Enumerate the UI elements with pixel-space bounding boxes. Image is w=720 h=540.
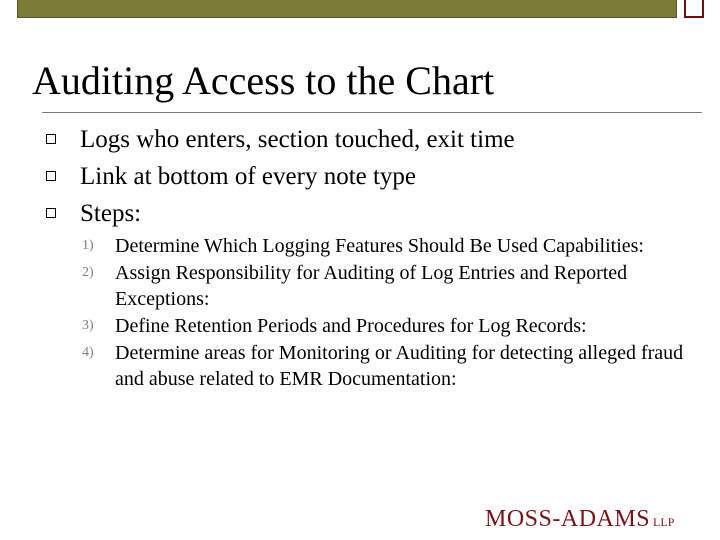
step-number: 4) <box>82 345 94 360</box>
bullet-item <box>40 121 700 158</box>
logo-wordmark: MOSS-ADAMS <box>485 506 651 532</box>
step-item <box>72 233 692 259</box>
step-item <box>72 313 692 339</box>
bullet-item <box>40 195 700 232</box>
step-number: 2) <box>82 265 94 280</box>
square-bullet-icon <box>46 208 56 218</box>
top-decorative-bar <box>17 0 677 18</box>
slide-title: Auditing Access to the Chart <box>32 58 495 103</box>
logo-suffix: LLP <box>653 515 675 529</box>
step-number: 1) <box>82 238 94 253</box>
title-divider <box>42 112 702 113</box>
bullet-item <box>40 158 700 195</box>
step-number: 3) <box>82 318 94 333</box>
step-text: Assign Responsibility for Auditing of Log Entries and Reported Exceptions: <box>115 262 628 310</box>
steps-list <box>72 233 692 393</box>
bullet-text: Link at bottom of every note type <box>80 163 417 190</box>
bullet-text: Steps: <box>80 200 142 227</box>
company-logo <box>485 506 674 535</box>
step-item <box>72 340 692 392</box>
bullet-text: Logs who enters, section touched, exit time <box>80 126 515 153</box>
corner-decorative-box <box>684 0 704 18</box>
step-text: Determine Which Logging Features Should Be Used Capabilities: <box>115 235 644 257</box>
bullet-list <box>40 121 700 232</box>
square-bullet-icon <box>46 171 56 181</box>
step-text: Determine areas for Monitoring or Auditing for detecting alleged fraud and abuse related to EMR Documentation: <box>115 342 684 390</box>
step-text: Define Retention Periods and Procedures for Log Records: <box>115 315 587 337</box>
square-bullet-icon <box>46 134 56 144</box>
step-item <box>72 260 692 312</box>
